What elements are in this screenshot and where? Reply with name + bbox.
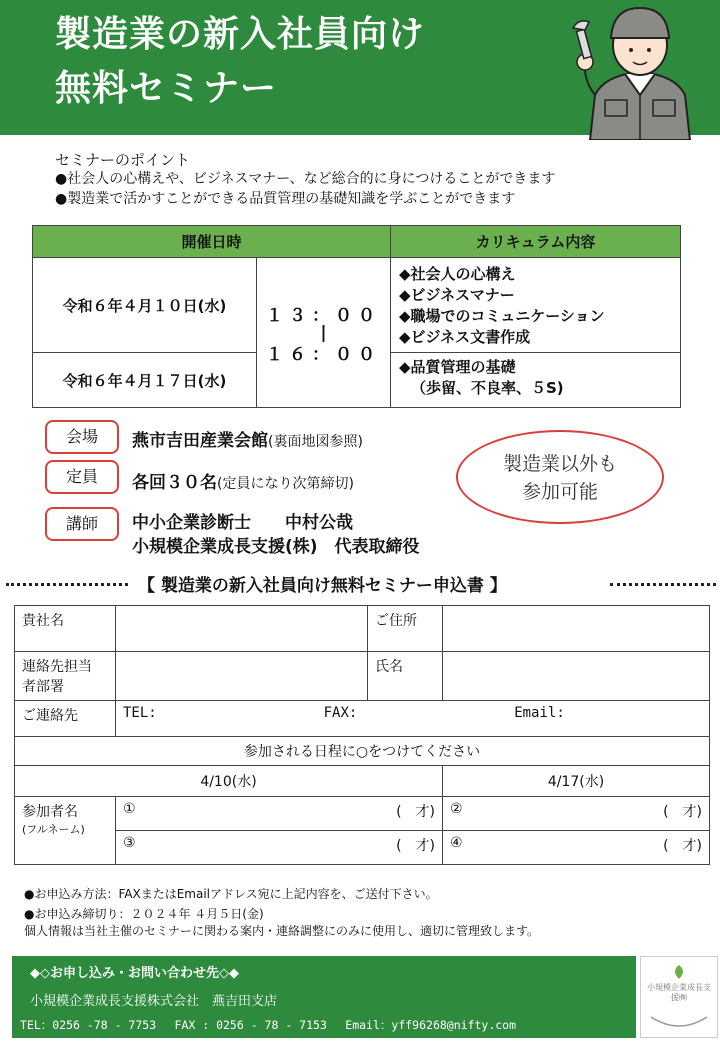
- name-field[interactable]: [443, 652, 710, 701]
- participant-label-main: 参加者名: [22, 804, 78, 820]
- schedule-date: 令和６年４月１７日(水): [33, 353, 257, 408]
- capacity-label: 定員: [45, 460, 119, 494]
- time-separator: |: [320, 322, 327, 343]
- curriculum-item: （歩留、不良率、５S): [411, 379, 564, 397]
- contact-label: ご連絡先: [15, 701, 116, 737]
- application-form: [14, 605, 710, 865]
- badge-line1: 製造業以外も: [502, 453, 617, 475]
- time-end: １６：００: [266, 344, 381, 365]
- slot-number: ①: [123, 801, 136, 817]
- company-logo: [640, 956, 718, 1038]
- name-label: 氏名: [368, 652, 443, 701]
- address-label: ご住所: [368, 606, 443, 652]
- curriculum-item: ◆品質管理の基礎: [399, 358, 516, 376]
- participant-field-4[interactable]: [443, 831, 710, 865]
- participant-field-3[interactable]: [116, 831, 443, 865]
- participant-label: [15, 797, 116, 865]
- email-label: Email:: [514, 705, 565, 721]
- footer-company: 小規模企業成長支援株式会社 燕吉田支店: [30, 994, 278, 1009]
- slot-number: ②: [450, 801, 463, 817]
- badge-line2: 参加可能: [521, 481, 598, 503]
- company-field[interactable]: [116, 606, 368, 652]
- curriculum-item: ◆ビジネス文書作成: [399, 328, 531, 346]
- time-start: １３：００: [266, 305, 381, 326]
- dotted-divider-right: [610, 583, 716, 586]
- slot-age: ( 才): [663, 838, 702, 854]
- department-label-line2: 者部署: [22, 679, 64, 695]
- venue-info: [132, 426, 363, 451]
- date-option-2[interactable]: 4/17(水): [443, 766, 710, 797]
- tel-label: TEL:: [123, 705, 157, 721]
- curriculum-item: ◆社会人の心構え: [399, 265, 516, 283]
- contact-field[interactable]: [116, 701, 710, 737]
- points-heading: セミナーのポイント: [55, 151, 191, 169]
- note-deadline: ●お申込み締切り：２０２４年 ４月５日(金): [24, 907, 264, 921]
- participant-field-1[interactable]: [116, 797, 443, 831]
- venue-note: (裏面地図参照): [268, 434, 363, 450]
- date-option-1[interactable]: 4/10(水): [15, 766, 443, 797]
- schedule-header-curriculum: カリキュラム内容: [391, 226, 681, 258]
- dotted-divider-left: [6, 583, 128, 586]
- lecturer-line2: 小規模企業成長支援(株) 代表取締役: [132, 537, 420, 557]
- fax-label: FAX:: [323, 705, 358, 721]
- schedule-date: 令和６年４月１０日(水): [33, 258, 257, 353]
- slot-number: ③: [123, 835, 136, 851]
- venue-label: 会場: [45, 420, 119, 454]
- capacity-note: (定員になり次第締切): [217, 476, 354, 492]
- department-field[interactable]: [116, 652, 368, 701]
- address-field[interactable]: [443, 606, 710, 652]
- curriculum-list: [391, 258, 681, 353]
- slot-age: ( 才): [396, 838, 435, 854]
- schedule-table: [32, 225, 681, 408]
- curriculum-item: ◆ビジネスマナー: [399, 286, 515, 304]
- department-label-line1: 連絡先担当: [22, 659, 92, 675]
- schedule-header-date: 開催日時: [33, 226, 391, 258]
- company-label: 貴社名: [15, 606, 116, 652]
- point-item: ●社会人の心構えや、ビジネスマナー、など総合的に身につけることができます: [55, 171, 556, 187]
- footer-contact-line: TEL：0256 -78 - 7753 FAX : 0256 - 78 - 7153 Email：yff96268@nifty.com: [20, 1018, 517, 1032]
- eligibility-badge: [456, 430, 664, 524]
- note-method: ●お申込み方法：FAXまたはEmailアドレス宛に上記内容を、ご送付下さい。: [24, 887, 438, 901]
- venue-value: 燕市吉田産業会館: [132, 431, 268, 451]
- schedule-instruction: 参加される日程に○をつけてください: [15, 737, 710, 766]
- capacity-value: 各回３０名: [132, 473, 217, 493]
- capacity-info: [132, 468, 354, 493]
- curriculum-item: ◆職場でのコミュニケーション: [399, 307, 605, 325]
- lecturer-label: 講師: [45, 507, 119, 541]
- page-title: 製造業の新入社員向け: [55, 14, 426, 55]
- curriculum-list: [391, 353, 681, 408]
- logo-text: 小規模企業成長支援㈱: [647, 983, 711, 1002]
- slot-number: ④: [450, 835, 463, 851]
- department-label: [15, 652, 116, 701]
- application-form-title: 【 製造業の新入社員向け無料セミナー申込書 】: [138, 576, 507, 596]
- lecturer-line1: 中小企業診断士 中村公哉: [132, 513, 353, 533]
- slot-age: ( 才): [663, 804, 702, 820]
- participant-label-sub: (フルネーム): [22, 823, 85, 836]
- slot-age: ( 才): [396, 804, 435, 820]
- schedule-time: [257, 258, 391, 408]
- page-subtitle: 無料セミナー: [55, 68, 278, 109]
- footer-heading: ◆◇お申し込み・お問い合わせ先◇◆: [30, 966, 239, 981]
- note-privacy: 個人情報は当社主催のセミナーに関わる案内・連絡調整にのみに使用し、適切に管理致します。: [24, 924, 540, 938]
- factory-worker-icon: [565, 0, 715, 140]
- point-item: ●製造業で活かすことができる品質管理の基礎知識を学ぶことができます: [55, 191, 516, 207]
- participant-field-2[interactable]: [443, 797, 710, 831]
